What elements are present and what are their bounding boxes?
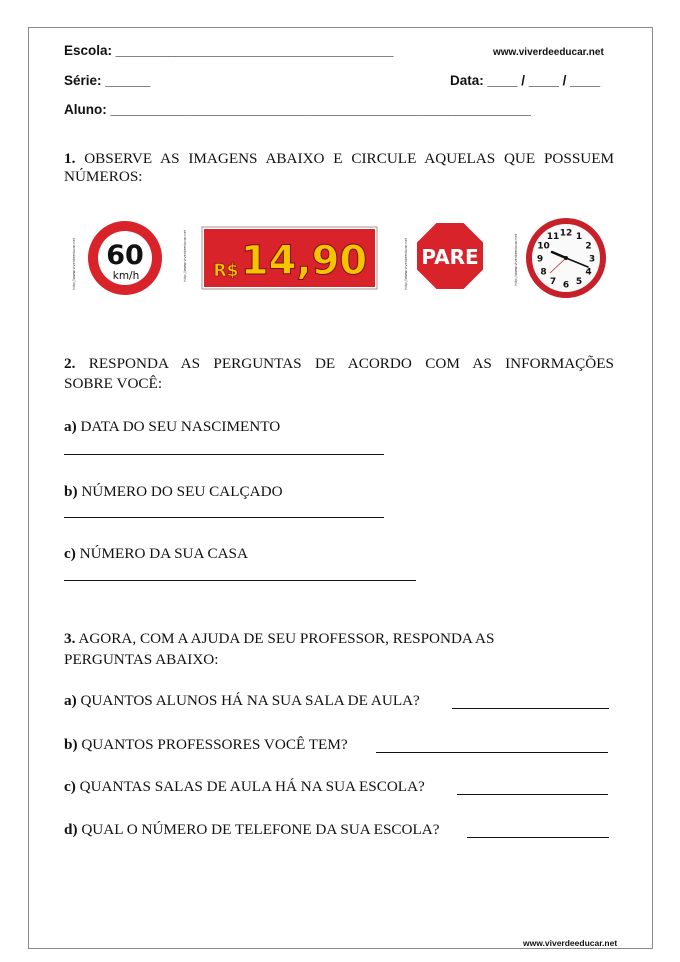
item-text: QUANTOS ALUNOS HÁ NA SUA SALA DE AULA? xyxy=(80,692,420,709)
question-number: 1. xyxy=(64,150,76,167)
date-field[interactable]: Data: ____ / ____ / ____ xyxy=(450,73,601,88)
item-letter: a) xyxy=(64,692,77,709)
stop-sign-icon xyxy=(402,218,492,298)
question-1-line-2: NÚMEROS: xyxy=(64,168,143,185)
item-text: QUANTOS PROFESSORES VOCÊ TEM? xyxy=(81,736,348,753)
question-3c xyxy=(64,776,425,797)
clock-number: 8 xyxy=(540,267,547,278)
clock-number: 12 xyxy=(559,228,573,239)
item-letter: b) xyxy=(64,736,78,753)
clock-number: 11 xyxy=(546,232,560,242)
question-3-line-1 xyxy=(64,628,494,649)
price-currency: R$ xyxy=(213,261,239,281)
answer-line-2a[interactable] xyxy=(64,454,384,455)
item-letter: c) xyxy=(64,545,76,562)
clock-number: 9 xyxy=(536,254,544,265)
item-letter: d) xyxy=(64,821,78,838)
question-3d xyxy=(64,819,439,840)
stop-text: PARE xyxy=(421,245,479,269)
clock-number: 10 xyxy=(537,241,550,252)
school-field[interactable]: Escola: _____________________________________ xyxy=(64,43,394,58)
item-text: NÚMERO DA SUA CASA xyxy=(79,545,248,562)
item-text: NÚMERO DO SEU CALÇADO xyxy=(81,483,283,500)
clock-number: 5 xyxy=(575,277,583,287)
item-text: QUANTAS SALAS DE AULA HÁ NA SUA ESCOLA? xyxy=(79,778,425,795)
image-credit: http://www.viverdeeducar.net xyxy=(514,234,518,286)
price-tag-image[interactable] xyxy=(180,222,380,292)
stop-sign-image[interactable] xyxy=(402,218,492,298)
answer-line-3b[interactable] xyxy=(376,752,608,753)
clock-number: 2 xyxy=(585,241,592,252)
question-3a xyxy=(64,690,420,711)
image-credit: http://www.viverdeeducar.net xyxy=(72,238,76,290)
question-2-line-1 xyxy=(64,353,614,374)
wall-clock-image[interactable] xyxy=(512,216,612,300)
speed-limit-sign-image[interactable] xyxy=(70,218,175,298)
price-value: 14,90 xyxy=(240,238,368,284)
clock-number: 4 xyxy=(585,267,592,278)
speed-value: 60 xyxy=(106,240,144,271)
answer-line-3a[interactable] xyxy=(452,708,609,709)
speed-unit: km/h xyxy=(112,270,140,282)
question-3-line-2: PERGUNTAS ABAIXO: xyxy=(64,651,219,668)
question-text: RESPONDA AS PERGUNTAS DE ACORDO COM AS INFORMAÇÕES xyxy=(88,355,614,372)
question-text: OBSERVE AS IMAGENS ABAIXO E CIRCULE AQUELAS QUE POSSUEM xyxy=(84,150,615,167)
question-text: AGORA, COM A AJUDA DE SEU PROFESSOR, RESPONDA AS xyxy=(78,630,495,647)
wall-clock-icon xyxy=(512,216,612,300)
question-1-line-1 xyxy=(64,148,614,169)
price-tag-icon xyxy=(180,222,380,292)
answer-line-3c[interactable] xyxy=(457,794,608,795)
answer-line-2c[interactable] xyxy=(64,580,416,581)
item-letter: c) xyxy=(64,778,76,795)
question-2-line-2: SOBRE VOCÊ: xyxy=(64,375,163,392)
item-letter: a) xyxy=(64,418,77,435)
site-url-bottom: www.viverdeeducar.net xyxy=(523,938,618,948)
image-credit: http://www.viverdeeducar.net xyxy=(183,230,187,282)
question-2c xyxy=(64,543,248,564)
clock-number: 3 xyxy=(588,254,596,265)
item-letter: b) xyxy=(64,483,78,500)
question-2a xyxy=(64,416,280,437)
item-text: QUAL O NÚMERO DE TELEFONE DA SUA ESCOLA? xyxy=(81,821,440,838)
clock-number: 6 xyxy=(562,280,570,291)
clock-number: 7 xyxy=(549,277,557,287)
clock-number: 1 xyxy=(575,232,583,242)
question-2b xyxy=(64,481,283,502)
grade-field[interactable]: Série: ______ xyxy=(64,73,151,88)
image-credit: http://www.viverdeeducar.net xyxy=(404,238,408,290)
answer-line-2b[interactable] xyxy=(64,517,384,518)
question-3b xyxy=(64,734,348,755)
student-field[interactable]: Aluno: ________________________________________________________ xyxy=(64,102,531,117)
answer-line-3d[interactable] xyxy=(467,837,609,838)
question-number: 3. xyxy=(64,630,76,647)
site-url-top: www.viverdeeducar.net xyxy=(493,47,604,58)
speed-limit-sign-icon xyxy=(70,218,175,298)
item-text: DATA DO SEU NASCIMENTO xyxy=(80,418,281,435)
question-number: 2. xyxy=(64,355,76,372)
